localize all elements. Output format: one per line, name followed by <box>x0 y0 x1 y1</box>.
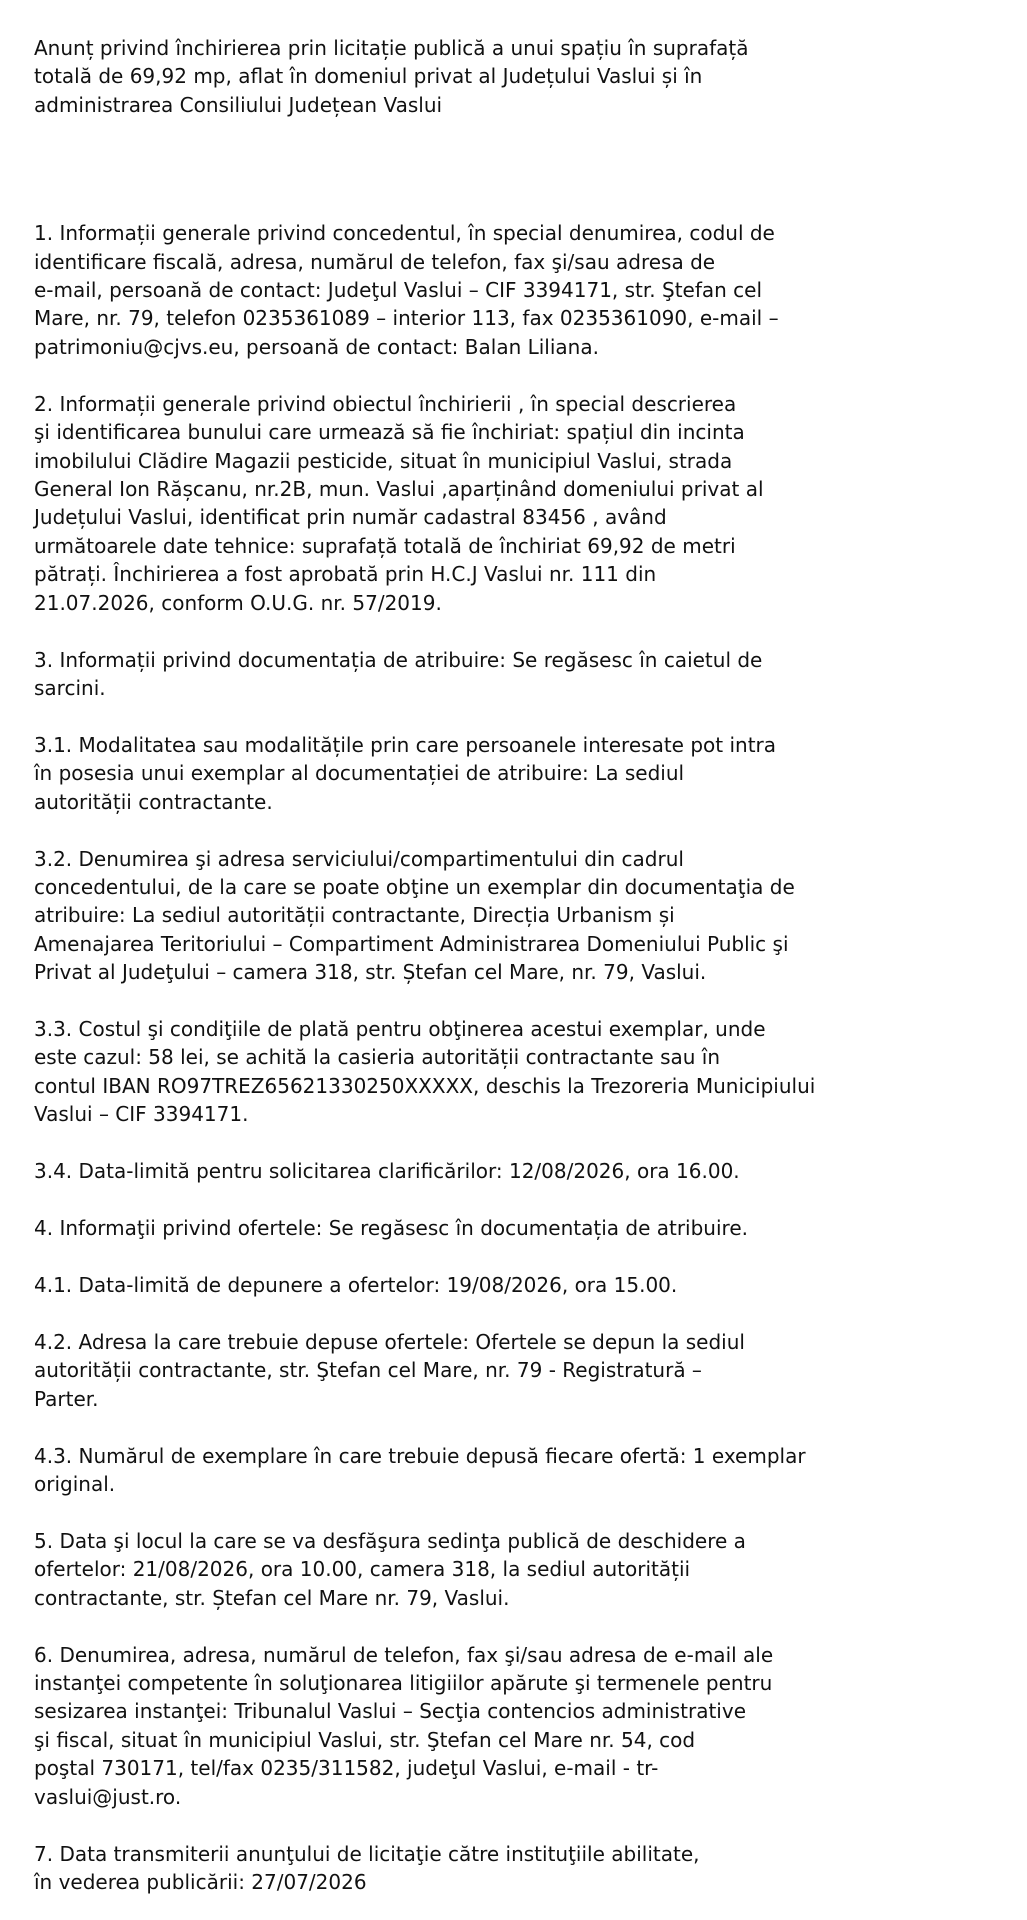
section-3-3-cost-payment: 3.3. Costul şi condiţiile de plată pentru obţinerea acestui exemplar, unde este cazul: 58 lei, se achită la casieria autorității contractante sau în contul IBAN RO97TREZ65621330250XXXXX, deschis la Trezoreria Municipiului Vaslui – CIF 3394171. <box>34 1017 816 1127</box>
section-4-3-offer-copies: 4.3. Numărul de exemplare în care trebuie depusă fiecare ofertă: 1 exemplar original. <box>34 1443 806 1497</box>
section-3-documentation-info: 3. Informații privind documentația de atribuire: Se regăsesc în caietul de sarcini. <box>34 647 763 700</box>
section-2-object-info: 2. Informații generale privind obiectul închirierii , în special descrierea şi identificarea bunului care urmează să fie închiriat: spațiul din incinta imobilului Clădire Magazii pesticide, situat în municipiul Vaslui, strada General Ion Rășcanu, nr.2B, mun. Vaslui ,aparținând domeniului privat al Județului Vaslui, identificat prin număr cadastral 83456 , având următoarele date tehnice: suprafață totală de închiriat 69,92 de metri pătrați. Închirierea a fost aprobată prin H.C.J Vaslui nr. 111 din 21.07.2026, conform O.U.G. nr. 57/2019. <box>34 391 764 615</box>
section-4-2-offer-address: 4.2. Adresa la care trebuie depuse ofertele: Ofertele se depun la sediul autorității contractante, str. Ştefan cel Mare, nr. 79 - Registratură – Parter. <box>34 1329 745 1411</box>
section-5-opening-session: 5. Data şi locul la care se va desfăşura sedinţa publică de deschidere a ofertelor: 21/08/2026, ora 10.00, camera 318, la sediul autorității contractante, str. Ștefan cel Mare nr. 79, Vaslui. <box>34 1528 746 1610</box>
section-3-1-documentation-access: 3.1. Modalitatea sau modalitățile prin care persoanele interesate pot intra în posesia unui exemplar al documentației de atribuire: La sediul autorității contractante. <box>34 732 777 814</box>
section-3-2-service-address: 3.2. Denumirea şi adresa serviciului/compartimentului din cadrul concedentului, de la care se poate obţine un exemplar din documentaţia de atribuire: La sediul autorității contractante, Direcția Urbanism și Amenajarea Teritoriului – Compartiment Administrarea Domeniului Public şi Privat al Judeţului – camera 318, str. Ștefan cel Mare, nr. 79, Vaslui. <box>34 846 795 985</box>
section-4-offers-info: 4. Informaţii privind ofertele: Se regăsesc în documentația de atribuire. <box>34 1216 748 1241</box>
document-title: Anunț privind închirierea prin licitație publică a unui spațiu în suprafață totală de 69,92 mp, aflat în domeniul privat al Județului Vaslui și în administrarea Consiliului Județean Vaslui <box>34 36 749 117</box>
section-3-4-clarification-deadline: 3.4. Data-limită pentru solicitarea clarificărilor: 12/08/2026, ora 16.00. <box>34 1159 740 1184</box>
section-1-concedent-info: 1. Informații generale privind concedentul, în special denumirea, codul de identificare fiscală, adresa, numărul de telefon, fax şi/sau adresa de e-mail, persoană de contact: Judeţul Vaslui – CIF 3394171, str. Ştefan cel Mare, nr. 79, telefon 0235361089 – interior 113, fax 0235361090, e-mail – patrimoniu@cjvs.eu, persoană de contact: Balan Liliana. <box>34 221 779 359</box>
section-4-1-offer-deadline: 4.1. Data-limită de depunere a ofertelor: 19/08/2026, ora 15.00. <box>34 1273 678 1297</box>
section-6-court-info: 6. Denumirea, adresa, numărul de telefon, fax şi/sau adresa de e-mail ale instanţei competente în soluţionarea litigiilor apărute şi termenele pentru sesizarea instanţei: Tribunalul Vaslui – Secţia contencios administrative şi fiscal, situat în municipiul Vaslui, str. Ştefan cel Mare nr. 54, cod poştal 730171, tel/fax 0235/311582, judeţul Vaslui, e-mail - tr- vaslui@just.ro. <box>34 1642 774 1809</box>
section-7-transmission-date: 7. Data transmiterii anunţului de licitaţie către instituţiile abilitate, în vederea publicării: 27/07/2026 <box>34 1841 700 1894</box>
announcement-document <box>34 34 854 1896</box>
